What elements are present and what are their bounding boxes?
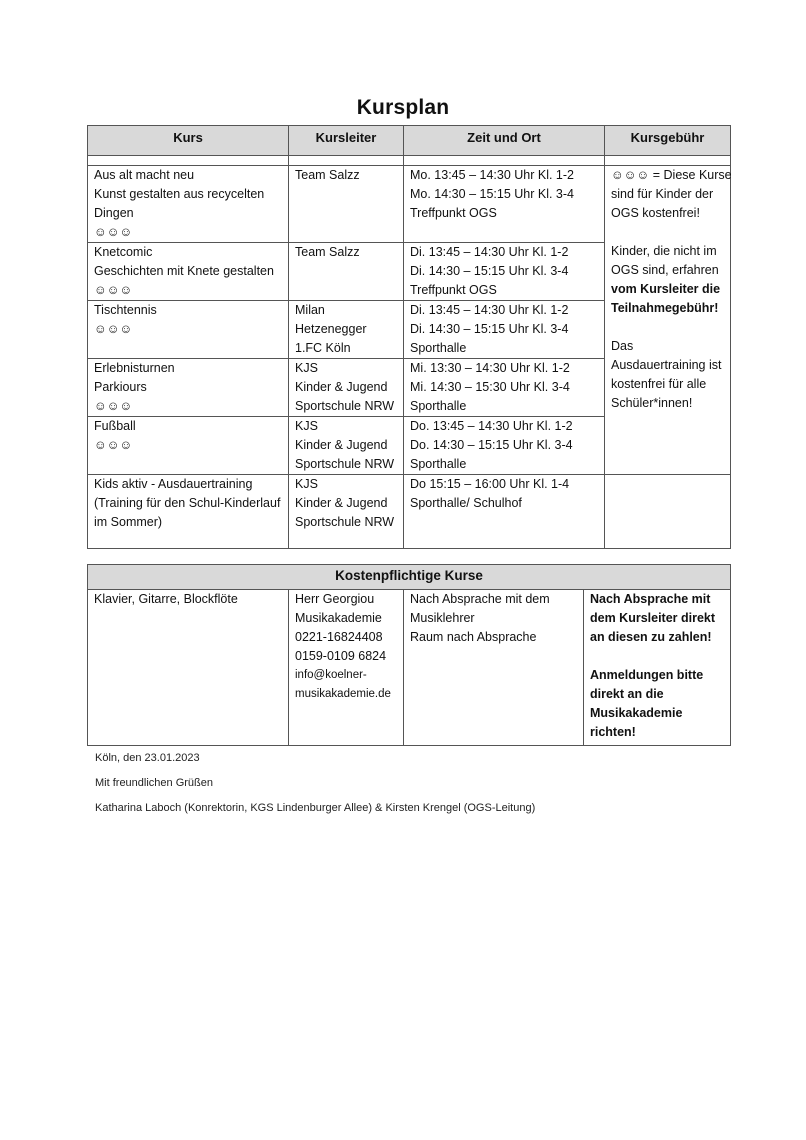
paid-header-row	[88, 565, 731, 590]
course-leader: Team Salzz	[295, 245, 360, 259]
phone-number: 0221-16824408	[295, 630, 383, 644]
fee-note-line: Ausdauertraining ist	[611, 358, 722, 372]
course-name-cell	[88, 243, 289, 301]
course-description: Geschichten mit Knete gestalten	[94, 264, 274, 278]
fee-note-line: ☺☺☺ = Diese Kurse	[611, 168, 732, 182]
footer-signature: Katharina Laboch (Konrektorin, KGS Lindenburger Allee) & Kirsten Krengel (OGS-Leitung)	[95, 802, 536, 814]
course-leader: Hetzenegger	[295, 322, 367, 336]
course-name: Kids aktiv - Ausdauertraining	[94, 477, 253, 491]
course-name-cell	[88, 417, 289, 475]
time-slot: Mo. 13:45 – 14:30 Uhr Kl. 1-2	[410, 168, 574, 182]
course-name: Fußball	[94, 419, 136, 433]
email-address: info@koelner-	[295, 669, 367, 681]
time-place-cell	[404, 417, 605, 475]
course-description: Parkiours	[94, 380, 147, 394]
course-leader-org: Sportschule NRW	[295, 457, 395, 471]
course-name-cell	[88, 301, 289, 359]
column-header-zeit-und-ort: Zeit und Ort	[404, 126, 605, 156]
course-name: Tischtennis	[94, 303, 157, 317]
fee-note-line: Schüler*innen!	[611, 396, 693, 410]
table-row	[88, 166, 731, 243]
course-leader: Milan	[295, 303, 325, 317]
time-slot: Do. 13:45 – 14:30 Uhr Kl. 1-2	[410, 419, 573, 433]
column-header-kursleiter: Kursleiter	[289, 126, 404, 156]
course-name-cell	[88, 590, 289, 746]
time-place-cell	[404, 166, 605, 243]
course-leader-org: Kinder & Jugend	[295, 438, 388, 452]
time-slot: Nach Absprache mit dem	[410, 592, 550, 606]
time-place-cell	[404, 475, 605, 549]
payment-note-cell	[584, 590, 731, 746]
course-leader-org: Kinder & Jugend	[295, 380, 388, 394]
spacer-row	[88, 156, 731, 166]
time-place-cell	[404, 301, 605, 359]
course-name: Erlebnisturnen	[94, 361, 175, 375]
empty-fee-cell	[605, 475, 731, 549]
time-place-cell	[404, 243, 605, 301]
time-slot: Di. 14:30 – 15:15 Uhr Kl. 3-4	[410, 264, 569, 278]
course-name-cell	[88, 475, 289, 549]
registration-note-line: direkt an die	[590, 687, 664, 701]
time-slot: Mi. 14:30 – 15:30 Uhr Kl. 3-4	[410, 380, 570, 394]
phone-number: 0159-0109 6824	[295, 649, 387, 663]
payment-note-line: dem Kursleiter direkt	[590, 611, 716, 625]
smiley-icons: ☺☺☺	[94, 225, 133, 239]
time-slot: Mo. 14:30 – 15:15 Uhr Kl. 3-4	[410, 187, 574, 201]
time-slot: Do 15:15 – 16:00 Uhr Kl. 1-4	[410, 477, 570, 491]
payment-note-line: an diesen zu zahlen!	[590, 630, 712, 644]
course-leader-cell	[289, 166, 404, 243]
course-name-cell	[88, 166, 289, 243]
course-leader-cell	[289, 359, 404, 417]
course-leader-cell	[289, 417, 404, 475]
location: Treffpunkt OGS	[410, 206, 497, 220]
registration-note-line: Musikakademie	[590, 706, 683, 720]
course-leader-cell	[289, 590, 404, 746]
location: Treffpunkt OGS	[410, 283, 497, 297]
footer-greeting: Mit freundlichen Grüßen	[95, 777, 213, 789]
payment-note-line: Nach Absprache mit	[590, 592, 711, 606]
fee-note-line: kostenfrei für alle	[611, 377, 707, 391]
location: Sporthalle	[410, 457, 467, 471]
course-description: Dingen	[94, 206, 134, 220]
paid-courses-table	[87, 564, 731, 746]
course-leader-cell	[289, 243, 404, 301]
fee-note-line: Das	[611, 339, 634, 353]
time-slot: Do. 14:30 – 15:15 Uhr Kl. 3-4	[410, 438, 573, 452]
course-leader: KJS	[295, 361, 318, 375]
table-row	[88, 590, 731, 746]
time-slot: Di. 13:45 – 14:30 Uhr Kl. 1-2	[410, 303, 569, 317]
smiley-icons: ☺☺☺	[94, 399, 133, 413]
smiley-icons: ☺☺☺	[94, 322, 133, 336]
course-description: im Sommer)	[94, 515, 163, 529]
time-slot: Di. 14:30 – 15:15 Uhr Kl. 3-4	[410, 322, 569, 336]
smiley-icons: ☺☺☺	[94, 438, 133, 452]
fee-note-bold-line: vom Kursleiter die	[611, 282, 721, 296]
course-leader-org: Kinder & Jugend	[295, 496, 388, 510]
course-leader: Herr Georgiou	[295, 592, 375, 606]
course-name: Aus alt macht neu	[94, 168, 195, 182]
smiley-icons: ☺☺☺	[94, 283, 133, 297]
time-place-cell	[404, 590, 584, 746]
time-slot: Mi. 13:30 – 14:30 Uhr Kl. 1-2	[410, 361, 570, 375]
fee-note-line: Kinder, die nicht im	[611, 244, 717, 258]
table-row	[88, 475, 731, 549]
course-leader: KJS	[295, 419, 318, 433]
location: Sporthalle	[410, 341, 467, 355]
registration-note-line: Anmeldungen bitte	[590, 668, 704, 682]
fee-note-line: OGS kostenfrei!	[611, 206, 700, 220]
course-plan-table	[87, 125, 731, 549]
course-leader: KJS	[295, 477, 318, 491]
fee-note-cell	[605, 166, 731, 475]
fee-note-line: OGS sind, erfahren	[611, 263, 719, 277]
course-leader-org: Sportschule NRW	[295, 515, 395, 529]
registration-note-line: richten!	[590, 725, 636, 739]
time-slot: Di. 13:45 – 14:30 Uhr Kl. 1-2	[410, 245, 569, 259]
time-slot: Musiklehrer	[410, 611, 475, 625]
column-header-kursgebuehr: Kursgebühr	[605, 126, 731, 156]
table-header-row	[88, 126, 731, 156]
course-leader-org: Sportschule NRW	[295, 399, 395, 413]
fee-note-line: sind für Kinder der	[611, 187, 714, 201]
course-name-cell	[88, 359, 289, 417]
course-leader-cell	[289, 301, 404, 359]
course-leader: Team Salzz	[295, 168, 360, 182]
course-leader-org: 1.FC Köln	[295, 341, 351, 355]
course-leader-cell	[289, 475, 404, 549]
fee-note-bold-line: Teilnahmegebühr!	[611, 301, 719, 315]
course-name: Knetcomic	[94, 245, 153, 259]
course-description: Kunst gestalten aus recycelten	[94, 187, 265, 201]
column-header-kurs: Kurs	[88, 126, 289, 156]
footer-date: Köln, den 23.01.2023	[95, 752, 200, 764]
course-leader-org: Musikakademie	[295, 611, 382, 625]
location: Raum nach Absprache	[410, 630, 537, 644]
course-name: Klavier, Gitarre, Blockflöte	[94, 592, 238, 606]
email-address: musikakademie.de	[295, 688, 391, 700]
time-place-cell	[404, 359, 605, 417]
page-title: Kursplan	[356, 96, 450, 119]
paid-courses-header: Kostenpflichtige Kurse	[88, 565, 731, 590]
course-description: (Training für den Schul-Kinderlauf	[94, 496, 281, 510]
location: Sporthalle/ Schulhof	[410, 496, 522, 510]
location: Sporthalle	[410, 399, 467, 413]
